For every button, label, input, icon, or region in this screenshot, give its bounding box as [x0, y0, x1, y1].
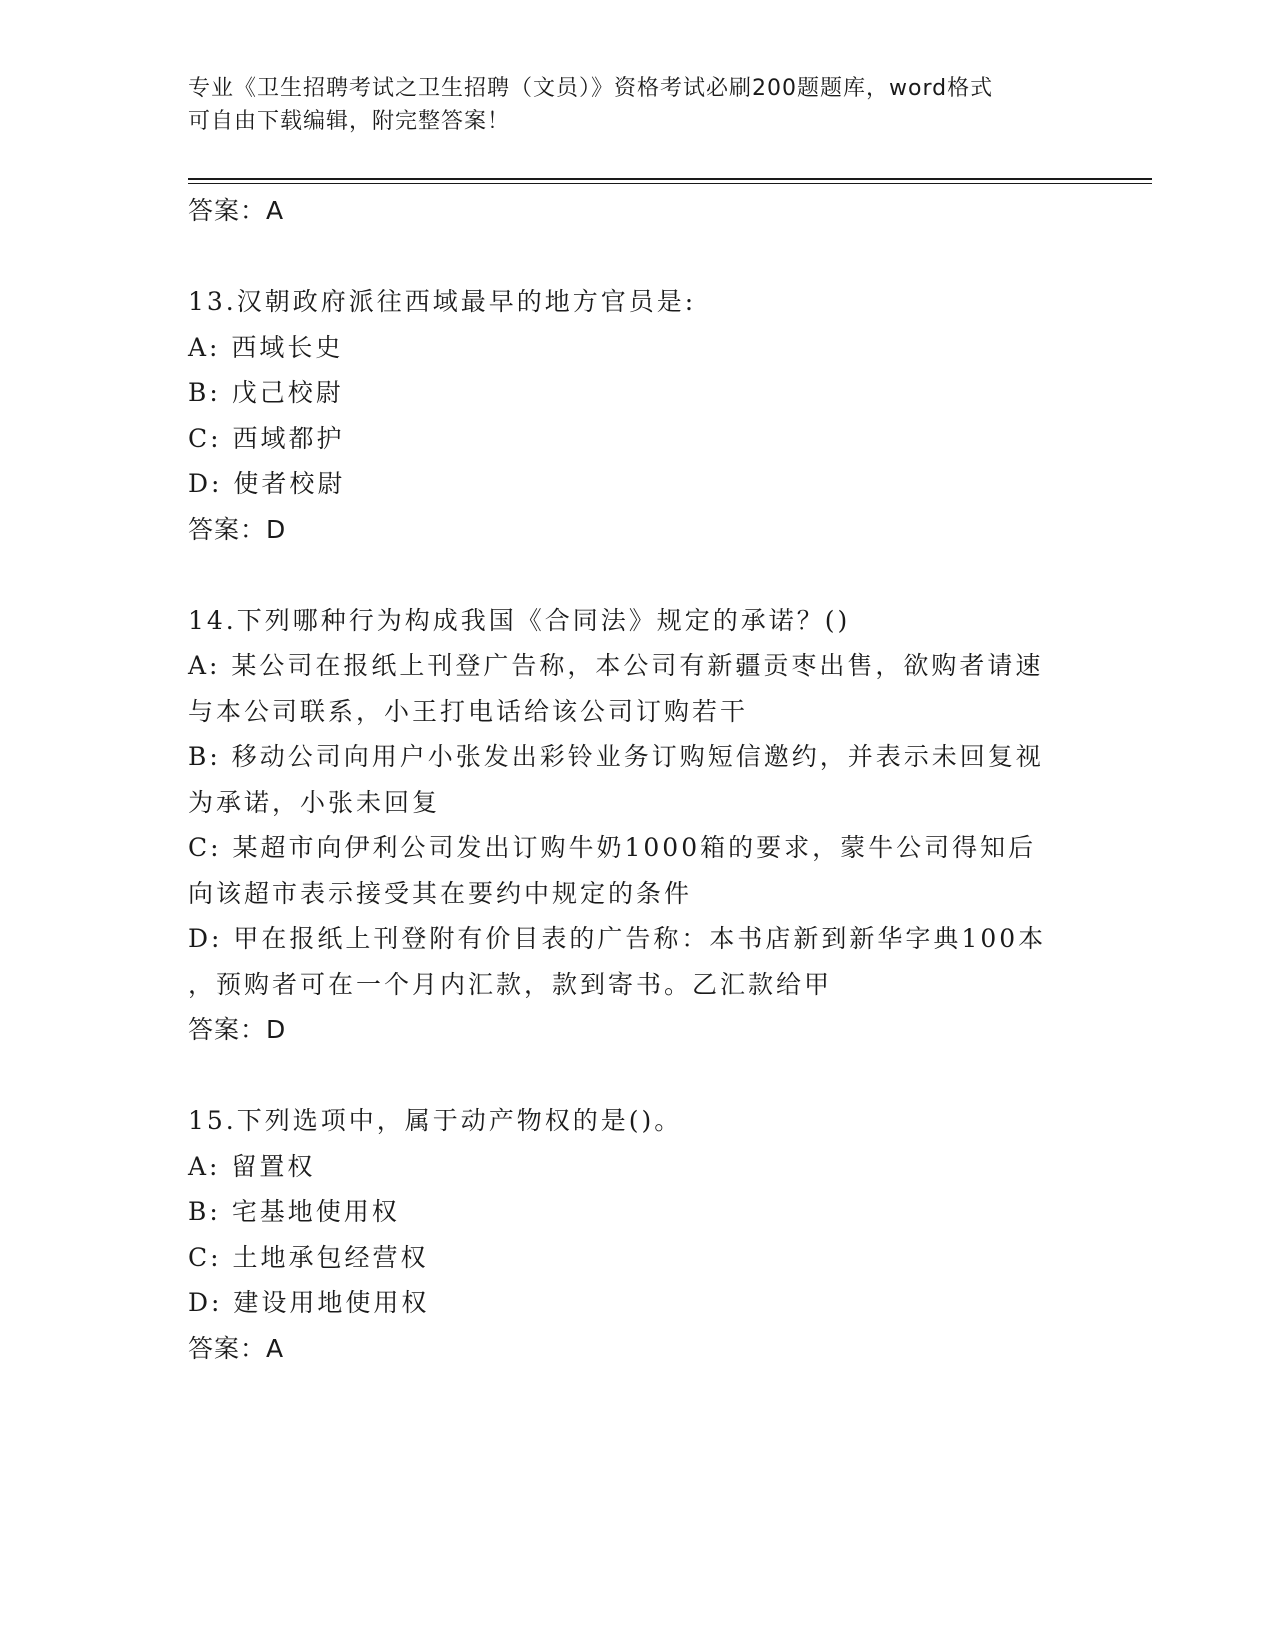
option-line: B: 移动公司向用户小张发出彩铃业务订购短信邀约，并表示未回复视	[188, 742, 1044, 771]
header-divider-thick	[188, 178, 1152, 180]
option-line: 为承诺，小张未回复	[188, 787, 441, 817]
option-line: A: 某公司在报纸上刊登广告称，本公司有新疆贡枣出售，欲购者请速	[188, 651, 1044, 680]
option-line: 与本公司联系，小王打电话给该公司订购若干	[188, 696, 749, 726]
spacer	[188, 553, 1088, 598]
question-answer: 答案：A	[188, 1333, 285, 1363]
spacer	[188, 234, 1088, 279]
question-13	[188, 279, 1088, 553]
option-line: D: 建设用地使用权	[188, 1288, 430, 1317]
option-line: D: 甲在报纸上刊登附有价目表的广告称：本书店新到新华字典100本	[188, 924, 1047, 953]
question-list	[188, 188, 1088, 1372]
question-answer: 答案：D	[188, 514, 287, 544]
question-15	[188, 1098, 1088, 1372]
option-line: B: 宅基地使用权	[188, 1197, 400, 1226]
header-line-1: 专业《卫生招聘考试之卫生招聘（文员）》资格考试必刷200题题库，word格式	[188, 76, 994, 101]
question-stem: 14.下列哪种行为构成我国《合同法》规定的承诺？()	[188, 605, 851, 635]
spacer	[188, 1053, 1088, 1098]
option-line: A: 留置权	[188, 1151, 316, 1181]
option-line: C: 西域都护	[188, 423, 345, 453]
option-line: A: 西域长史	[188, 332, 344, 362]
question-answer: 答案：D	[188, 1015, 287, 1044]
option-line: C: 土地承包经营权	[188, 1242, 429, 1272]
header-divider-thin	[188, 183, 1152, 184]
option-line: 向该超市表示接受其在要约中规定的条件	[188, 878, 693, 908]
option-line: B: 戊己校尉	[188, 378, 344, 407]
question-stem: 13.汉朝政府派往西域最早的地方官员是:	[188, 287, 697, 316]
option-line: ，预购者可在一个月内汇款，款到寄书。乙汇款给甲	[188, 969, 833, 999]
question-stem: 15.下列选项中，属于动产物权的是()。	[188, 1106, 683, 1135]
document-header	[188, 72, 1088, 138]
option-line: D: 使者校尉	[188, 469, 346, 498]
previous-answer: 答案：A	[188, 196, 285, 225]
option-line: C: 某超市向伊利公司发出订购牛奶1000箱的要求，蒙牛公司得知后	[188, 833, 1037, 862]
header-line-2: 可自由下载编辑，附完整答案！	[188, 109, 511, 134]
question-14	[188, 598, 1088, 1054]
